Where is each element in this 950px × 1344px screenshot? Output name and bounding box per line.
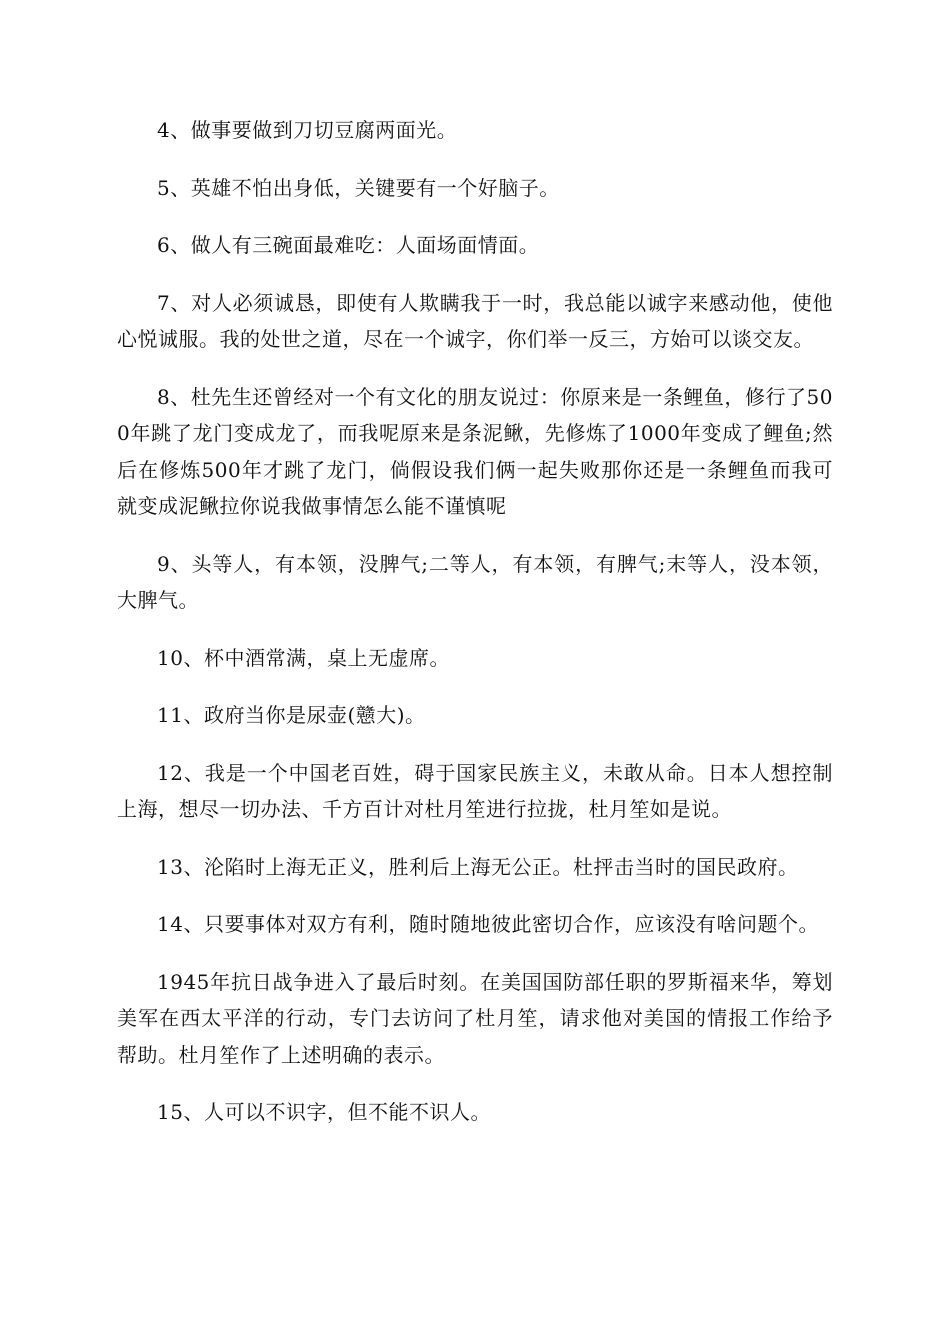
paragraph-9: 9、头等人，有本领，没脾气;二等人，有本领，有脾气;末等人，没本领，大脾气。 [117,551,833,612]
paragraph-15: 15、人可以不识字，但不能不识人。 [157,1100,491,1124]
document-body [117,112,833,1152]
paragraph-14: 14、只要事体对双方有利，随时随地彼此密切合作，应该没有啥问题个。 [157,912,819,936]
paragraph-8: 8、杜先生还曾经对一个有文化的朋友说过：你原来是一条鲤鱼，修行了500年跳了龙门变成龙了，而我呢原来是条泥鳅，先修炼了1000年变成了鲤鱼;然后在修炼500年才跳了龙门，倘假设我们俩一起失败那你还是一条鲤鱼而我可就变成泥鳅拉你说我做事情怎么能不谨慎呢 [117,384,833,518]
paragraph-4: 4、做事要做到刀切豆腐两面光。 [157,118,458,142]
paragraph-13: 13、沦陷时上海无正义，胜利后上海无公正。杜抨击当时的国民政府。 [157,854,799,879]
paragraph-10: 10、杯中酒常满，桌上无虚席。 [157,645,450,670]
paragraph-6: 6、做人有三碗面最难吃：人面场面情面。 [157,233,540,257]
paragraph-7: 7、对人必须诚恳，即使有人欺瞒我于一时，我总能以诚字来感动他，使他心悦诚服。我的处世之道，尽在一个诚字，你们举一反三，方始可以谈交友。 [117,290,833,351]
paragraph-5: 5、英雄不怕出身低，关键要有一个好脑子。 [157,175,560,200]
paragraph-11: 11、政府当你是尿壶(戆大)。 [157,703,426,727]
paragraph-12: 12、我是一个中国老百姓，碍于国家民族主义，未敢从命。日本人想控制上海，想尽一切办法、千方百计对杜月笙进行拉拢，杜月笙如是说。 [117,760,833,821]
paragraph-1945: 1945年抗日战争进入了最后时刻。在美国国防部任职的罗斯福来华，筹划美军在西太平洋的行动，专门去访问了杜月笙，请求他对美国的情报工作给予帮助。杜月笙作了上述明确的表示。 [117,969,833,1067]
